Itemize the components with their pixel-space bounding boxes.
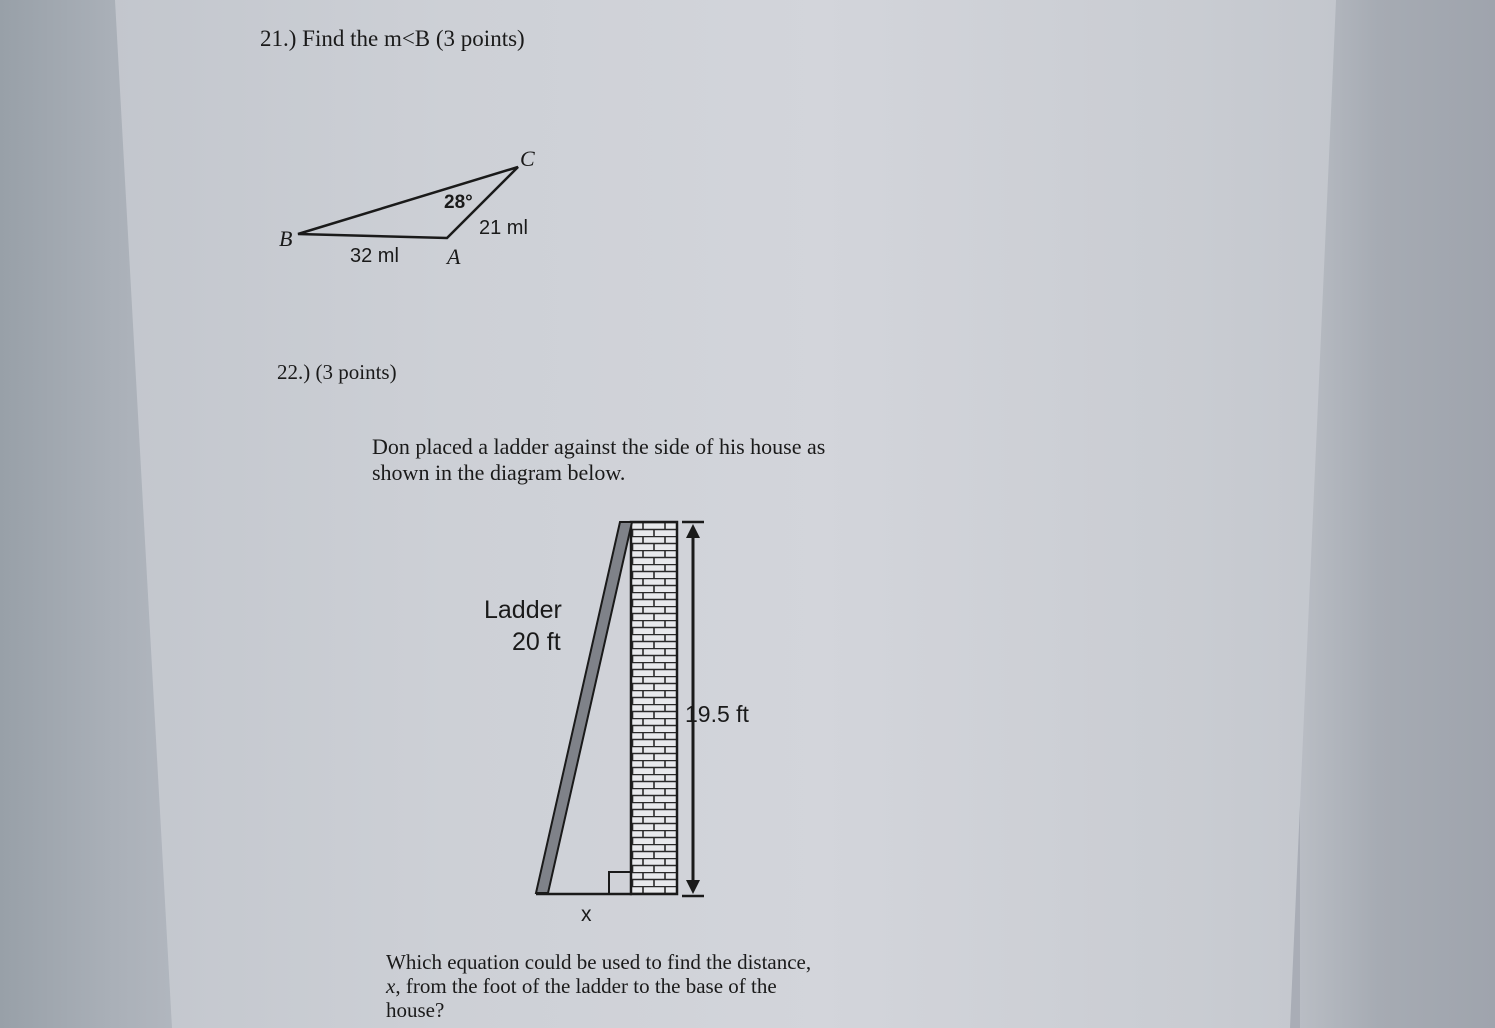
vertex-b-label: B bbox=[279, 226, 293, 251]
ladder bbox=[536, 522, 632, 893]
question-line-1: Which equation could be used to find the distance, bbox=[386, 950, 812, 974]
side-ab-label: 32 ml bbox=[350, 245, 399, 267]
ladder-label: Ladder bbox=[484, 596, 562, 624]
height-label: 19.5 ft bbox=[685, 701, 749, 727]
ladder-length-label: 20 ft bbox=[512, 628, 561, 656]
arrow-up-icon bbox=[686, 524, 700, 538]
question-21-title: 21.) Find the m<B (3 points) bbox=[260, 26, 525, 51]
question-line-2-rest: , from the foot of the ladder to the base of the bbox=[395, 974, 777, 998]
prompt-line-2: shown in the diagram below. bbox=[372, 460, 626, 485]
variable-x: x bbox=[386, 974, 396, 998]
question-line-3: house? bbox=[386, 998, 445, 1022]
question-line-2 bbox=[386, 974, 866, 998]
prompt-line-1: Don placed a ladder against the side of his house as bbox=[372, 434, 826, 459]
vertex-a-label: A bbox=[447, 244, 461, 269]
side-ac-label: 21 ml bbox=[479, 217, 528, 239]
distance-x-label: x bbox=[581, 903, 592, 926]
right-angle-marker bbox=[609, 872, 631, 894]
arrow-down-icon bbox=[686, 880, 700, 894]
angle-a-label: 28° bbox=[444, 192, 473, 213]
question-22-question bbox=[386, 950, 866, 1022]
vertex-c-label: C bbox=[520, 146, 535, 171]
house-brick-wall bbox=[631, 522, 677, 894]
question-22-title: 22.) (3 points) bbox=[277, 360, 397, 384]
